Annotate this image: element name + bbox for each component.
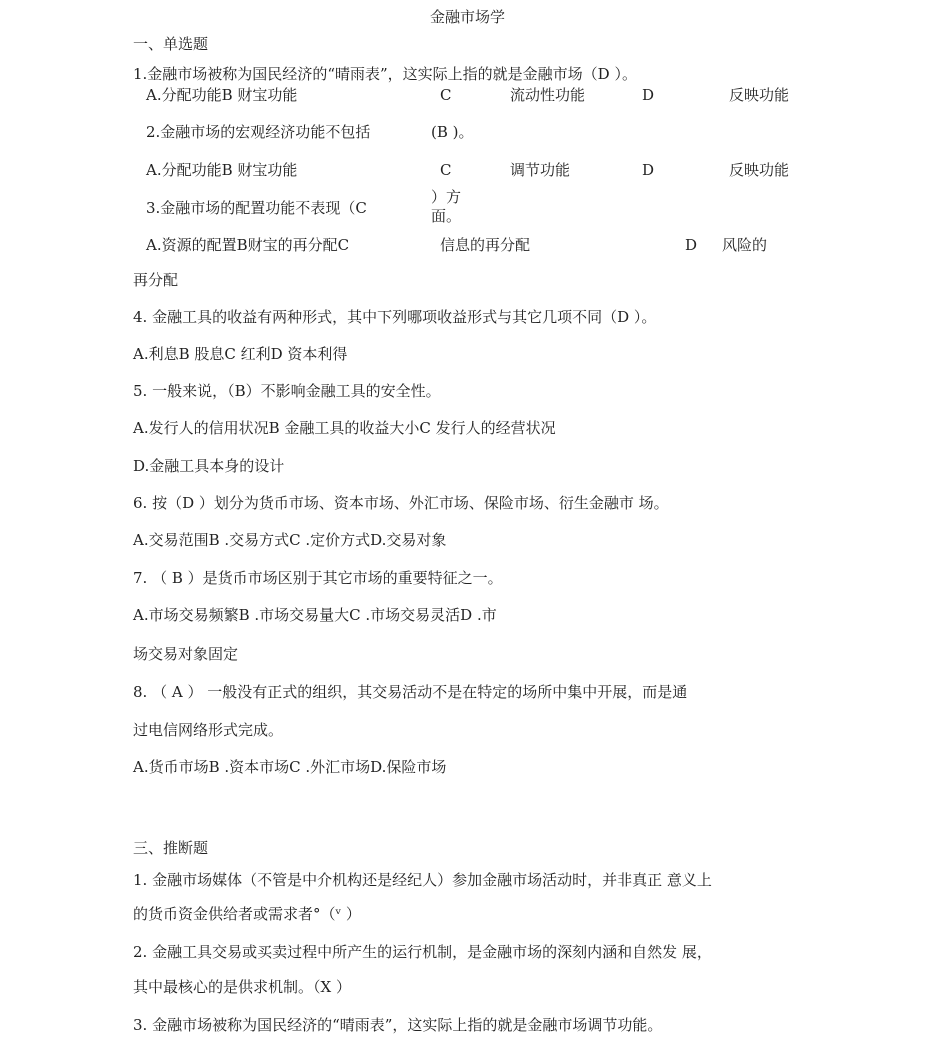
question-1-option-c-text: 流动性功能: [510, 86, 586, 104]
document-title: 金融市场学: [430, 8, 506, 26]
question-3-options-abc: A.资源的配置B财宝的再分配C: [146, 236, 350, 254]
question-1-option-d-text: 反映功能: [729, 86, 790, 104]
question-1-option-c-letter: C: [440, 86, 452, 104]
question-6-stem: 6. 按（D ）划分为货币市场、资本市场、外汇市场、保险市场、衍生金融市 场。: [133, 494, 669, 512]
question-4-options: A.利息B 股息C 红利D 资本利得: [133, 345, 348, 363]
question-6-options: A.交易范围B .交易方式C .定价方式D.交易对象: [133, 531, 447, 549]
question-3-stem: 3.金融市场的配置功能不表现（C: [146, 199, 367, 217]
question-2-options-ab: A.分配功能B 财宝功能: [146, 161, 298, 179]
judgement-2-line-1: 2. 金融工具交易或买卖过程中所产生的运行机制，是金融市场的深刻内涵和自然发 展，: [133, 943, 712, 961]
question-8-stem-continued: 过电信网络形式完成。: [133, 721, 284, 739]
question-8-options: A.货币市场B .资本市场C .外汇市场D.保险市场: [133, 758, 447, 776]
section-heading-single-choice: 一、单选题: [133, 35, 209, 53]
question-4-stem: 4. 金融工具的收益有两种形式，其中下列哪项收益形式与其它几项不同（D ）。: [133, 308, 657, 326]
question-3-tail-1: ）方: [431, 188, 462, 206]
question-7-stem: 7. （ B ）是货币市场区别于其它市场的重要特征之一。: [133, 569, 503, 587]
judgement-1-line-2: 的货币资金供给者或需求者°（ᵛ ）: [133, 905, 361, 923]
question-1-option-d-letter: D: [642, 86, 655, 104]
question-2-stem: 2.金融市场的宏观经济功能不包括: [146, 123, 371, 141]
question-3-option-d-letter: D: [685, 236, 698, 254]
question-5-stem: 5. 一般来说，（B）不影响金融工具的安全性。: [133, 382, 441, 400]
question-8-stem: 8. （ A ） 一般没有正式的组织，其交易活动不是在特定的场所中集中开展，而是通: [133, 683, 688, 701]
question-1-options-ab: A.分配功能B 财宝功能: [146, 86, 298, 104]
question-5-options-continued: D.金融工具本身的设计: [133, 457, 285, 475]
section-heading-judgement: 三、推断题: [133, 839, 209, 857]
question-3-tail-2: 面。: [431, 207, 462, 225]
question-2-option-c-text: 调节功能: [510, 161, 571, 179]
question-2-option-d-text: 反映功能: [729, 161, 790, 179]
question-3-option-d-continued: 再分配: [133, 271, 179, 289]
question-7-options: A.市场交易频繁B .市场交易量大C .市场交易灵活D .市: [133, 606, 497, 624]
question-5-options: A.发行人的信用状况B 金融工具的收益大小C 发行人的经营状况: [133, 419, 556, 437]
question-2-answer: (B )。: [431, 123, 474, 141]
question-7-options-continued: 场交易对象固定: [133, 645, 239, 663]
question-1-stem: 1.金融市场被称为国民经济的“晴雨表”，这实际上指的就是金融市场（D ）。: [133, 65, 637, 83]
question-2-option-d-letter: D: [642, 161, 655, 179]
question-2-option-c-letter: C: [440, 161, 452, 179]
judgement-2-line-2: 其中最核心的是供求机制。（X ）: [133, 978, 351, 996]
judgement-1-line-1: 1. 金融市场媒体（不管是中介机构还是经纪人）参加金融市场活动时，并非真正 意义上: [133, 871, 712, 889]
question-3-option-d-text: 风险的: [722, 236, 768, 254]
question-3-option-c-text: 信息的再分配: [440, 236, 531, 254]
judgement-3-line-1: 3. 金融市场被称为国民经济的“晴雨表”，这实际上指的就是金融市场调节功能。: [133, 1016, 663, 1034]
